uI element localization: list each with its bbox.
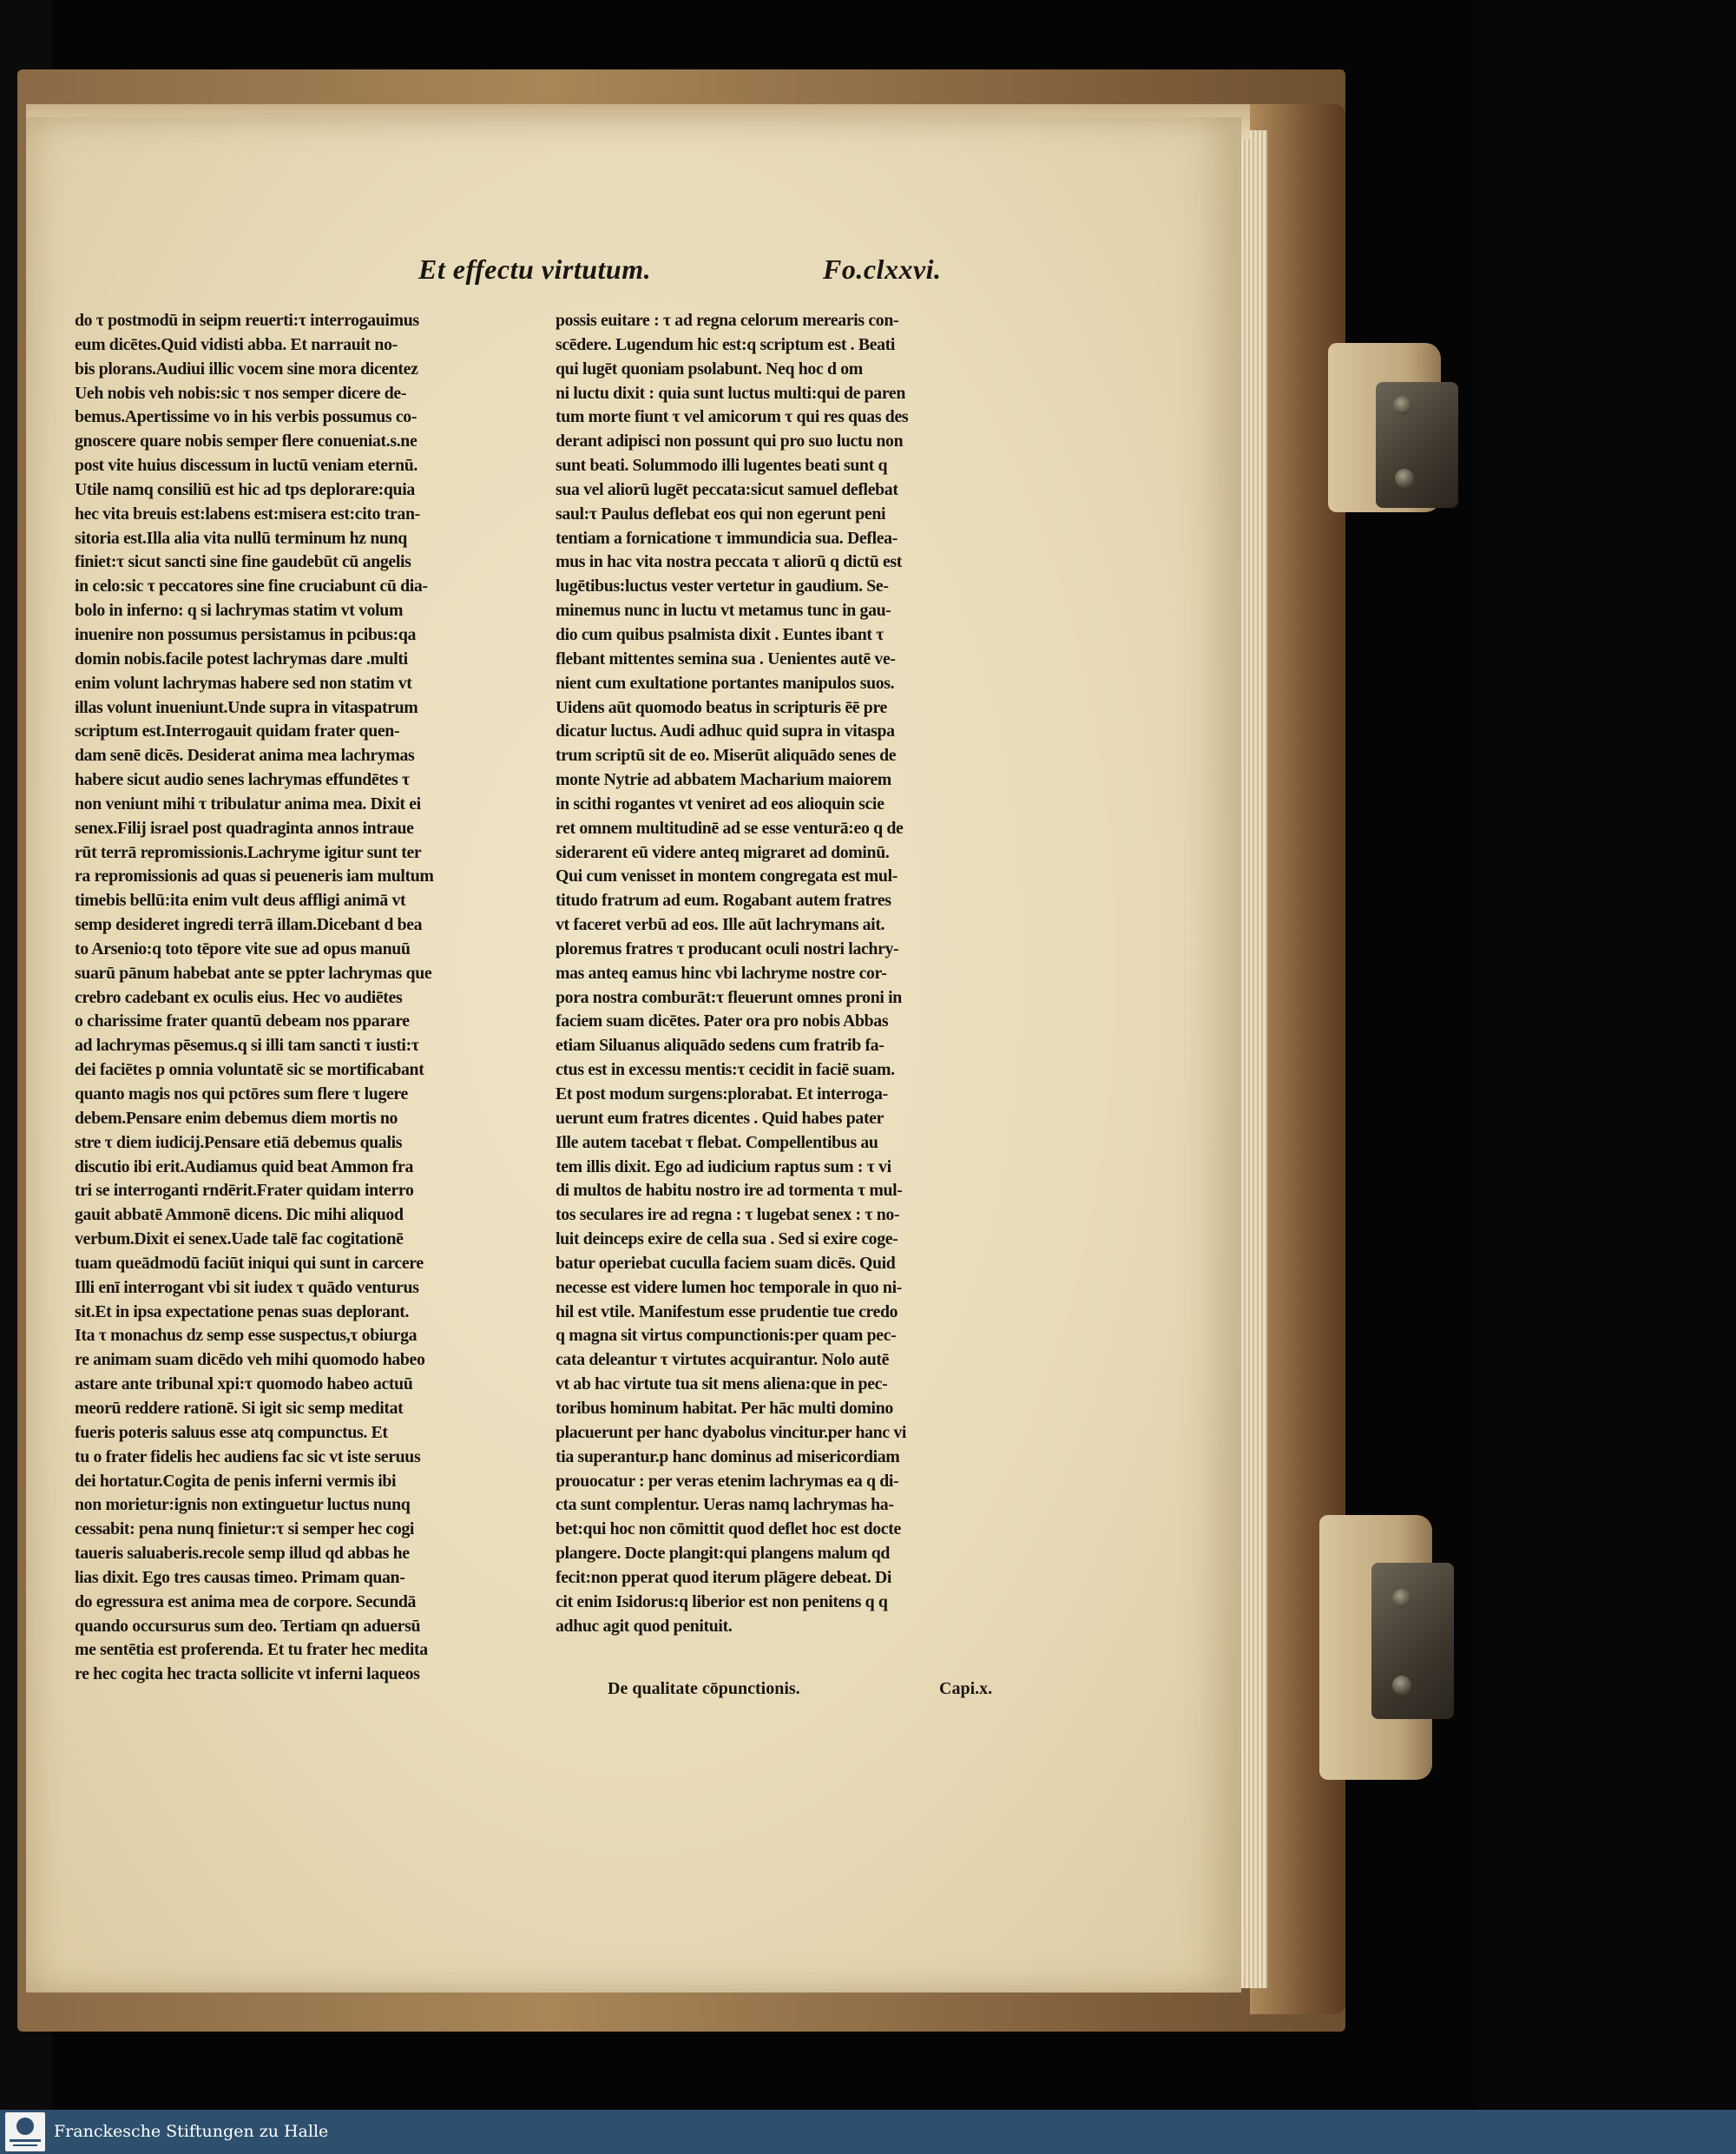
rivet-icon — [1392, 1676, 1411, 1695]
rivet-icon — [1395, 469, 1414, 488]
text-line: vt ab hac virtute tua sit mens aliena:que in pec- — [556, 1374, 888, 1394]
text-line: dei hortatur.Cogita de penis inferni vermis ibi — [75, 1471, 397, 1491]
text-line: ctus est in excessu mentis:τ cecidit in faciē suam. — [556, 1060, 895, 1080]
text-line: fecit:non pperat quod iterum plāgere debeat. Di — [556, 1567, 892, 1587]
text-line: scēdere. Lugendum hic est:q scriptum est . Beati — [556, 334, 896, 354]
text-line: me sentētia est proferenda. Et tu frater hec medita — [75, 1640, 428, 1660]
text-line: sit.Et in ipsa expectatione penas suas deplorant. — [75, 1301, 410, 1321]
text-line: dio cum quibus psalmista dixit . Euntes ibant τ — [556, 624, 884, 644]
text-line: senex.Filij israel post quadraginta annos intraue — [75, 818, 414, 838]
text-line: habere sicut audio senes lachrymas effundētes τ — [75, 770, 410, 790]
logo-line — [13, 2144, 37, 2146]
text-line: saul:τ Paulus deflebat eos qui non egerunt peni — [556, 504, 886, 524]
text-line: tu o frater fidelis hec audiens fac sic vt iste seruus — [75, 1446, 421, 1466]
text-line: cit enim Isidorus:q liberior est non penitens q q — [556, 1591, 888, 1611]
background-right — [1476, 0, 1736, 2110]
text-line: rūt terrā repromissionis.Lachryme igitur sunt ter — [75, 842, 422, 862]
text-line: enim volunt lachrymas habere sed non statim vt — [75, 673, 412, 693]
text-line: tum morte fiunt τ vel amicorum τ qui res quas des — [556, 407, 909, 427]
text-line: prouocatur : per veras etenim lachrymas ea q di- — [556, 1471, 899, 1491]
rubric-title: De qualitate cōpunctionis. — [608, 1679, 800, 1698]
text-line: in celo:sic τ peccatores sine fine cruciabunt cū dia- — [75, 576, 428, 596]
text-line: ni luctu dixit : quia sunt luctus multi:qui de paren — [556, 383, 905, 403]
text-line: dam senē dicēs. Desiderat anima mea lachrymas — [75, 746, 415, 766]
text-line: timebis bellū:ita enim vult deus affligi animā vt — [75, 891, 406, 911]
text-line: re hec cogita hec tracta sollicite vt inferni laqueos — [75, 1664, 420, 1684]
text-line: illas volunt inueniunt.Unde supra in vitaspatrum — [75, 697, 418, 717]
text-line: cessabit: pena nunq finietur:τ si semper hec cogi — [75, 1519, 415, 1539]
text-line: cata deleantur τ virtutes acquirantur. Nolo autē — [556, 1350, 890, 1370]
text-line: batur operiebat cuculla faciem suam dicēs. Quid — [556, 1253, 896, 1273]
text-line: dicatur luctus. Audi adhuc quid supra in vitaspa — [556, 721, 895, 741]
text-line: Ita τ monachus dz semp esse suspectus,τ obiurga — [75, 1326, 418, 1346]
text-line: q magna sit virtus compunctionis:per quam pec- — [556, 1326, 897, 1346]
chapter-rubric — [608, 1679, 1059, 1707]
text-line: luit deinceps exire de cella sua . Sed si exire coge- — [556, 1229, 898, 1249]
clasp-upper-metal — [1376, 382, 1458, 508]
logo-line — [10, 2139, 41, 2142]
text-line: pora nostra comburāt:τ fleuerunt omnes proni in — [556, 987, 902, 1007]
text-line: bemus.Apertissime vo in his verbis possumus co- — [75, 407, 418, 427]
text-line: hec vita breuis est:labens est:misera est:cito tran- — [75, 504, 420, 524]
text-line: toribus hominum habitat. Per hāc multi domino — [556, 1398, 893, 1418]
text-line: quando occursurus sum deo. Tertiam qn aduersū — [75, 1616, 421, 1636]
text-line: suarū pānum habebat ante se ppter lachrymas que — [75, 963, 432, 983]
text-line: ra repromissionis ad quas si peueneris iam multum — [75, 866, 434, 886]
text-line: trum scriptū sit de eo. Miserūt aliquādo senes de — [556, 746, 897, 766]
rivet-icon — [1392, 1589, 1411, 1608]
text-line: mas anteq eamus hinc vbi lachryme nostre cor- — [556, 963, 887, 983]
text-line: semp desideret ingredi terrā illam.Dicebant d bea — [75, 915, 423, 935]
logo-mark-icon — [16, 2118, 34, 2135]
text-line: taueris saluaberis.recole semp illud qd abbas he — [75, 1544, 410, 1564]
text-line: re animam suam dicēdo veh mihi quomodo habeo — [75, 1350, 425, 1370]
text-line: Qui cum venisset in montem congregata est mul- — [556, 866, 898, 886]
text-line: monte Nytrie ad abbatem Macharium maiorem — [556, 770, 891, 790]
text-line: fueris poteris saluus esse atq compunctus. Et — [75, 1422, 388, 1442]
folio-number: Fo.clxxvi. — [823, 254, 942, 285]
text-line: qui lugēt quoniam psolabunt. Neq hoc d om — [556, 359, 863, 379]
text-line: tri se interroganti rndērit.Frater quidam interro — [75, 1181, 414, 1201]
text-line: quanto magis nos qui pctōres sum flere τ lugere — [75, 1084, 408, 1103]
text-line: cta sunt complentur. Ueras namq lachrymas ha- — [556, 1495, 894, 1515]
text-line: tuam queādmodū faciūt iniqui qui sunt in carcere — [75, 1253, 424, 1273]
text-line: bet:qui hoc non cōmittit quod deflet hoc est docte — [556, 1519, 901, 1539]
text-line: tia superantur.p hanc dominus ad misericordiam — [556, 1446, 900, 1466]
text-line: possis euitare : τ ad regna celorum merearis con- — [556, 311, 899, 330]
text-line: siderarent eū videre anteq migraret ad dominū. — [556, 842, 890, 862]
text-line: do τ postmodū in seipm reuerti:τ interrogauimus — [75, 311, 419, 330]
text-line: sua vel aliorū lugēt peccata:sicut samuel deflebat — [556, 479, 898, 499]
text-line: ploremus fratres τ producant oculi nostri lachry- — [556, 939, 899, 958]
text-line: lias dixit. Ego tres causas timeo. Primam quan- — [75, 1567, 405, 1587]
text-line: hil est vtile. Manifestum esse prudentie tue credo — [556, 1301, 898, 1321]
rivet-icon — [1393, 396, 1412, 415]
text-line: to Arsenio:q toto tēpore vite sue ad opus manuū — [75, 939, 411, 958]
text-line: debem.Pensare enim debemus diem mortis no — [75, 1108, 398, 1128]
text-line: nient cum exultatione portantes manipulos suos. — [556, 673, 895, 693]
clasp-lower-metal — [1371, 1563, 1454, 1719]
text-line: Uidens aūt quomodo beatus in scripturis ēē pre — [556, 697, 887, 717]
text-line: sunt beati. Solummodo illi lugentes beati sunt q — [556, 456, 888, 476]
text-line: verbum.Dixit ei senex.Uade talē fac cogitationē — [75, 1229, 404, 1249]
text-line: faciem suam dicētes. Pater ora pro nobis Abbas — [556, 1011, 889, 1031]
text-line: ret omnem multitudinē ad se esse venturā:eo q de — [556, 818, 904, 838]
text-line: derant adipisci non possunt qui pro suo luctu non — [556, 431, 904, 451]
text-line: etiam Siluanus aliquādo sedens cum fratrib fa- — [556, 1036, 884, 1056]
text-line: Utile namq consiliū est hic ad tps deplorare:quia — [75, 479, 415, 499]
text-line: do egressura est anima mea de corpore. Secundā — [75, 1591, 417, 1611]
text-line: Illi enī interrogant vbi sit iudex τ quādo venturus — [75, 1277, 419, 1297]
text-line: di multos de habitu nostro ire ad tormenta τ mul- — [556, 1181, 903, 1201]
text-line: lugētibus:luctus vester vertetur in gaudium. Se- — [556, 576, 889, 596]
text-line: inuenire non possumus persistamus in pcibus:qa — [75, 624, 417, 644]
text-line: meorū reddere rationē. Si igit sic semp meditat — [75, 1398, 404, 1418]
text-line: Ille autem tacebat τ flebat. Compellentibus au — [556, 1132, 878, 1152]
text-line: placuerunt per hanc dyabolus vincitur.per hanc vi — [556, 1422, 907, 1442]
text-line: flebant mittentes semina sua . Uenientes autē ve- — [556, 649, 896, 669]
text-line: gauit abbatē Ammonē dicens. Dic mihi aliquod — [75, 1205, 404, 1225]
text-line: tem illis dixit. Ego ad iudicium raptus sum : τ vi — [556, 1156, 891, 1176]
text-line: Et post modum surgens:plorabat. Et interroga- — [556, 1084, 888, 1103]
text-line: Ueh nobis veh nobis:sic τ nos semper dicere de- — [75, 383, 407, 403]
text-line: uerunt eum fratres dicentes . Quid habes pater — [556, 1108, 884, 1128]
text-line: in scithi rogantes vt veniret ad eos alioquin scie — [556, 794, 884, 814]
text-line: astare ante tribunal xpi:τ quomodo habeo actuū — [75, 1374, 413, 1394]
institution-logo-icon — [5, 2112, 45, 2151]
text-line: vt faceret verbū ad eos. Ille aūt lachrymans ait. — [556, 915, 885, 935]
rubric-chapter: Capi.x. — [939, 1679, 993, 1698]
text-line: stre τ diem iudicij.Pensare etiā debemus qualis — [75, 1132, 403, 1152]
text-line: tos seculares ire ad regna : τ lugebat senex : τ no- — [556, 1205, 900, 1225]
text-line: eum dicētes.Quid vidisti abba. Et narrauit no- — [75, 334, 398, 354]
text-line: discutio ibi erit.Audiamus quid beat Ammon fra — [75, 1156, 414, 1176]
text-line: minemus nunc in luctu vt metamus tunc in gau- — [556, 601, 891, 621]
text-line: gnoscere quare nobis semper flere conueniat.s.ne — [75, 431, 418, 451]
institution-name: Franckesche Stiftungen zu Halle — [54, 2122, 329, 2141]
text-line: non morietur:ignis non extinguetur luctus nunq — [75, 1495, 411, 1515]
text-line: bis plorans.Audiui illic vocem sine mora dicentez — [75, 359, 418, 379]
text-line: crebro cadebant ex oculis eius. Hec vo audiētes — [75, 987, 403, 1007]
text-line: scriptum est.Interrogauit quidam frater quen- — [75, 721, 400, 741]
text-line: sitoria est.Illa alia vita nullū terminum hz nunq — [75, 528, 407, 548]
text-column-left — [75, 309, 530, 1687]
text-line: ad lachrymas pēsemus.q si illi tam sancti τ iusti:τ — [75, 1036, 419, 1056]
running-header: Et effectu virtutum. — [418, 254, 652, 285]
text-line: post vite huius discessum in luctū veniam eternū. — [75, 456, 418, 476]
text-line: necesse est videre lumen hoc temporale in quo ni- — [556, 1277, 902, 1297]
text-line: mus in hac vita nostra peccata τ aliorū q dictū est — [556, 552, 902, 572]
footer-bar — [0, 2110, 1736, 2154]
text-line: titudo fratrum ad eum. Rogabant autem fratres — [556, 891, 891, 911]
text-line: dei faciētes p omnia voluntatē sic se mortificabant — [75, 1060, 424, 1080]
text-line: non veniunt mihi τ tribulatur anima mea. Dixit ei — [75, 794, 421, 814]
text-line: adhuc agit quod penituit. — [556, 1616, 733, 1636]
text-line: plangere. Docte plangit:qui plangens malum qd — [556, 1544, 891, 1564]
text-line: tentiam a fornicatione τ immundicia sua. Deflea- — [556, 528, 898, 548]
text-line: domin nobis.facile potest lachrymas dare .multi — [75, 649, 408, 669]
text-line: finiet:τ sicut sancti sine fine gaudebūt cū angelis — [75, 552, 411, 572]
text-line: bolo in inferno: q si lachrymas statim vt volum — [75, 601, 404, 621]
text-column-right — [556, 309, 1011, 1638]
text-line: o charissime frater quantū debeam nos pparare — [75, 1011, 410, 1031]
